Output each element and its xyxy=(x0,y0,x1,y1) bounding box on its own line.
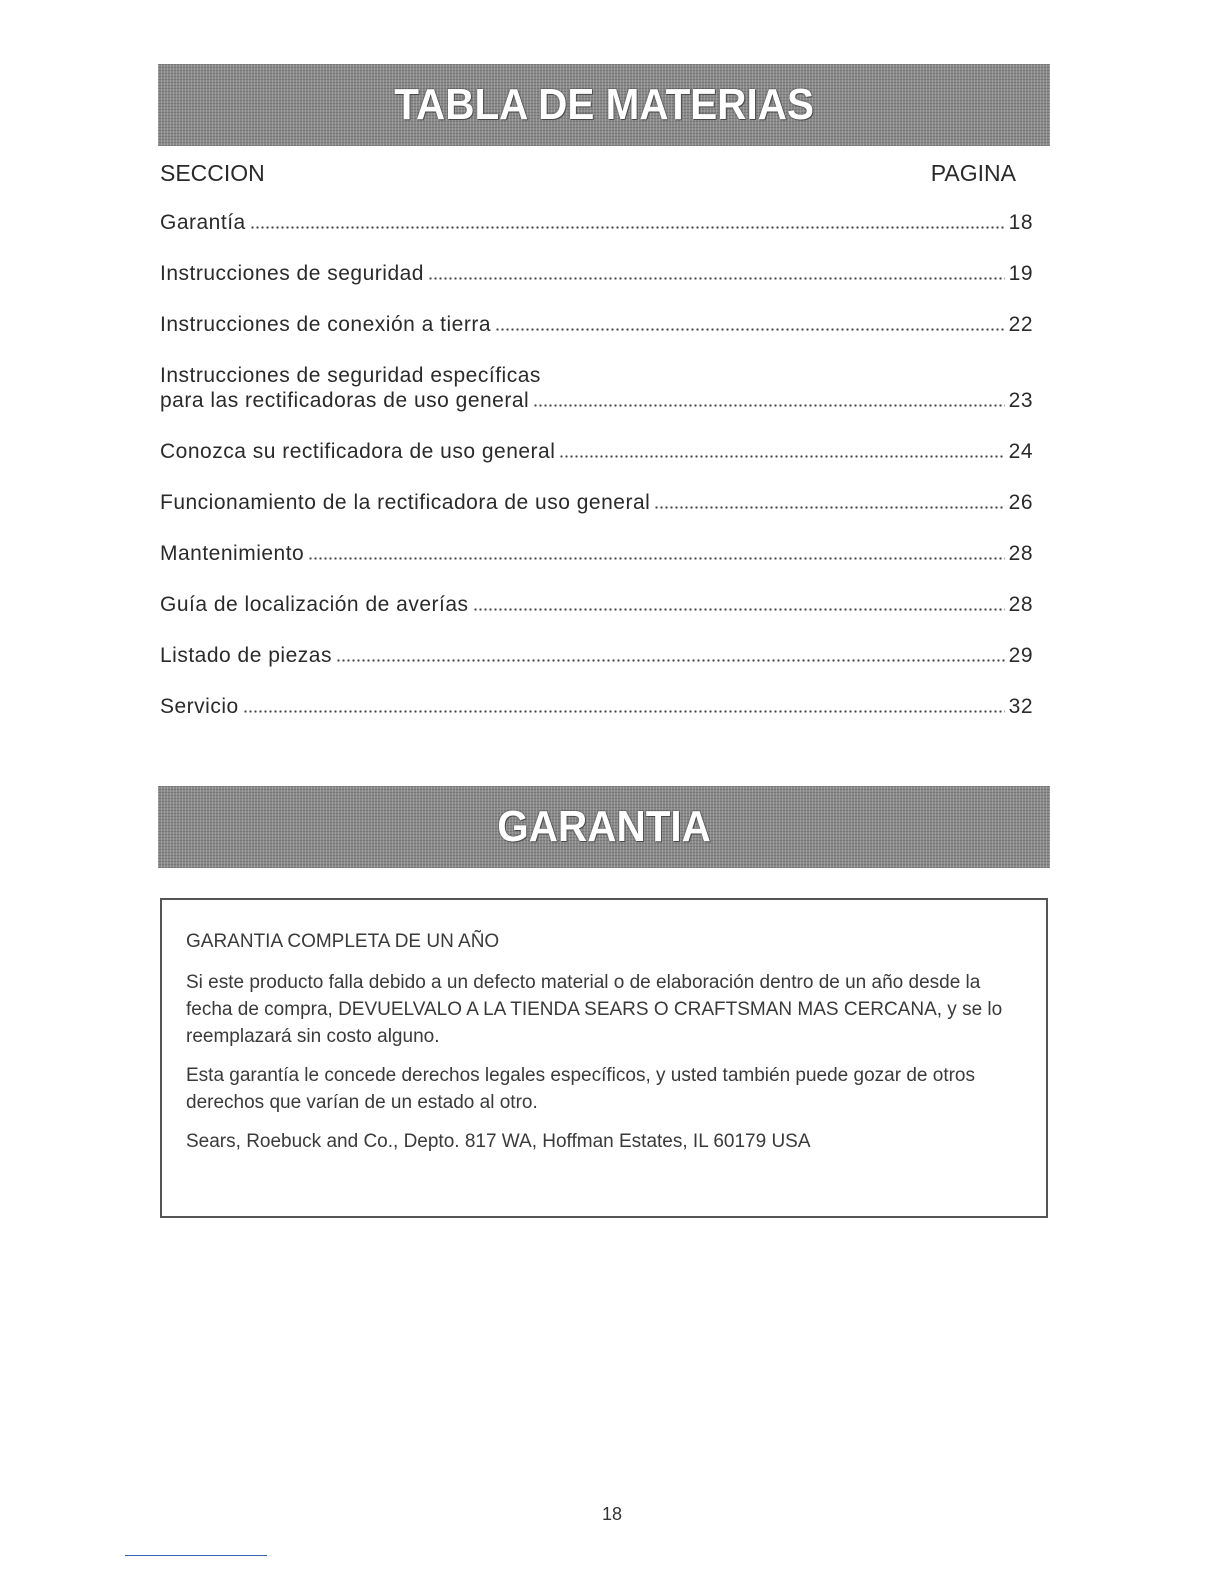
warranty-paragraph-2: Esta garantía le concede derechos legales específicos, y usted también puede gozar de otros derechos que varían de un estado al otro. xyxy=(186,1065,975,1113)
toc-entry-funcionamiento[interactable] xyxy=(160,490,1033,515)
toc-entry-label: Guía de localización de averías xyxy=(160,593,469,616)
dot-leader xyxy=(308,557,1004,560)
toc-entry-garantia[interactable] xyxy=(160,210,1033,235)
toc-entry-label: Instrucciones de seguridad específicas xyxy=(160,364,541,387)
warranty-title: GARANTIA xyxy=(497,802,711,851)
dot-leader xyxy=(559,455,1004,458)
toc-entry-page: 29 xyxy=(1008,644,1033,667)
toc-entry-conexion-tierra[interactable] xyxy=(160,312,1033,337)
toc-entry-page: 32 xyxy=(1008,695,1033,718)
toc-column-headers xyxy=(160,160,1016,187)
toc-entry-page: 28 xyxy=(1008,542,1033,565)
toc-banner xyxy=(158,64,1050,146)
toc-entry-averias[interactable] xyxy=(160,592,1033,617)
toc-entry-piezas[interactable] xyxy=(160,643,1033,668)
footer-rule xyxy=(125,1555,267,1556)
toc-entry-label: Conozca su rectificadora de uso general xyxy=(160,440,556,463)
toc-entry-label: Garantía xyxy=(160,211,246,234)
warranty-paragraph-1: Si este producto falla debido a un defecto material o de elaboración dentro de un año desde la fecha de compra, DEVUELVALO A LA TIENDA SEARS O CRAFTSMAN MAS CERCANA, y se lo reemplazará sin costo alguno. xyxy=(186,972,1003,1047)
toc-entry-label: Instrucciones de seguridad xyxy=(160,262,424,285)
toc-entry-label: Instrucciones de conexión a tierra xyxy=(160,313,492,336)
toc-title: TABLA DE MATERIAS xyxy=(394,80,814,129)
toc-entry-seguridad-especificas[interactable] xyxy=(160,363,1033,413)
toc-entry-page: 24 xyxy=(1008,440,1033,463)
warranty-address: Sears, Roebuck and Co., Depto. 817 WA, Hoffman Estates, IL 60179 USA xyxy=(186,1131,811,1152)
toc-entry-mantenimiento[interactable] xyxy=(160,541,1033,566)
dot-leader xyxy=(428,277,1005,280)
toc-entry-page: 19 xyxy=(1008,262,1033,285)
toc-entry-page: 23 xyxy=(1008,389,1033,412)
dot-leader xyxy=(250,226,1005,229)
toc-entry-page: 18 xyxy=(1008,211,1033,234)
toc-list xyxy=(160,210,1033,719)
toc-entry-label: Funcionamiento de la rectificadora de uso general xyxy=(160,491,651,514)
dot-leader xyxy=(533,404,1004,407)
toc-entry-servicio[interactable] xyxy=(160,694,1033,719)
toc-entry-label: Servicio xyxy=(160,695,239,718)
toc-page-header: PAGINA xyxy=(930,160,1016,186)
toc-entry-page: 26 xyxy=(1008,491,1033,514)
toc-entry-page: 28 xyxy=(1008,593,1033,616)
warranty-banner xyxy=(158,786,1050,868)
dot-leader xyxy=(495,328,1005,331)
dot-leader xyxy=(473,608,1005,611)
page-number: 18 xyxy=(601,1504,623,1524)
dot-leader xyxy=(336,659,1005,662)
toc-entry-label: Listado de piezas xyxy=(160,644,332,667)
dot-leader xyxy=(654,506,1004,509)
dot-leader xyxy=(243,710,1005,713)
toc-entry-instrucciones-seguridad[interactable] xyxy=(160,261,1033,286)
toc-entry-conozca[interactable] xyxy=(160,439,1033,464)
warranty-box-title: GARANTIA COMPLETA DE UN AÑO xyxy=(186,931,500,952)
toc-entry-label: Mantenimiento xyxy=(160,542,305,565)
toc-entry-label-continued: para las rectificadoras de uso general xyxy=(160,389,530,412)
toc-entry-page: 22 xyxy=(1008,313,1033,336)
warranty-box xyxy=(160,898,1048,1218)
toc-section-header: SECCION xyxy=(160,160,265,186)
